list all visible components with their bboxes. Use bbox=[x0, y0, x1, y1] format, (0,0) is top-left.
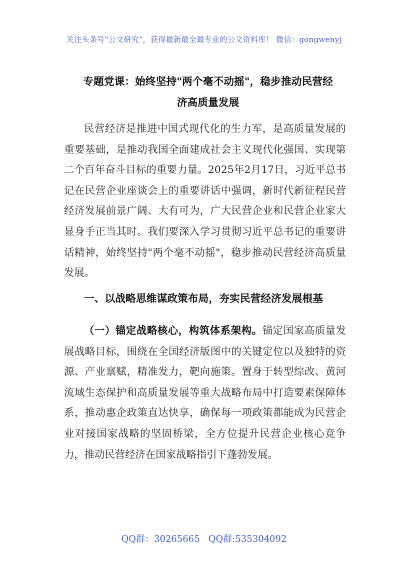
document-title bbox=[58, 72, 358, 114]
title-line-1: 专题党课：始终坚持"两个毫不动摇"，稳步推动民营经 bbox=[83, 76, 333, 88]
header-note: 关注头条号"公文研究"，获得最新最全最专业的公文资料库！ 微信：gongwenyj bbox=[66, 35, 342, 44]
subheading-1: （一）锚定战略核心，构筑体系架构。 bbox=[84, 325, 263, 337]
section-paragraph-1 bbox=[64, 321, 346, 466]
footer-qq-groups: QQ群：30265665 QQ群:535304092 bbox=[121, 535, 287, 545]
title-line-2: 济高质量发展 bbox=[176, 97, 240, 109]
section-heading-1: 一、以战略思维谋政策布局，夯实民营经济发展根基 bbox=[84, 293, 323, 305]
intro-paragraph: 民营经济是推进中国式现代化的生力军，是高质量发展的重要基础，是推动我国全面建成社会主义现代化强国、实现第二个百年奋斗目标的重要力量。2025年2月17日，习近平总书记在民营企业座谈会上的重要讲话中强调，新时代新征程民营经济发展前景广阔、大有可为，广大民营企业和民营企业家大显身手正当其时。我们要深入学习贯彻习近平总书记的重要讲话精神，始终坚持"两个毫不动摇"，稳步推动民营经济高质量发展。 bbox=[64, 124, 346, 280]
section-paragraph-1-text: 锚定国家高质量发展战略目标，围绕在全国经济版图中的关键定位以及独特的资源、产业禀赋，精准发力，靶向施策。置身于转型综改、黄河流域生态保护和高质量发展等重大战略布局中打造要素保障体系，推动惠企政策直达快享，确保每一项政策都能成为民营企业对接国家战略的坚固桥梁，全方位提升民营企业核心竞争力，推动民营经济在国家战略指引下蓬勃发展。 bbox=[64, 326, 347, 461]
